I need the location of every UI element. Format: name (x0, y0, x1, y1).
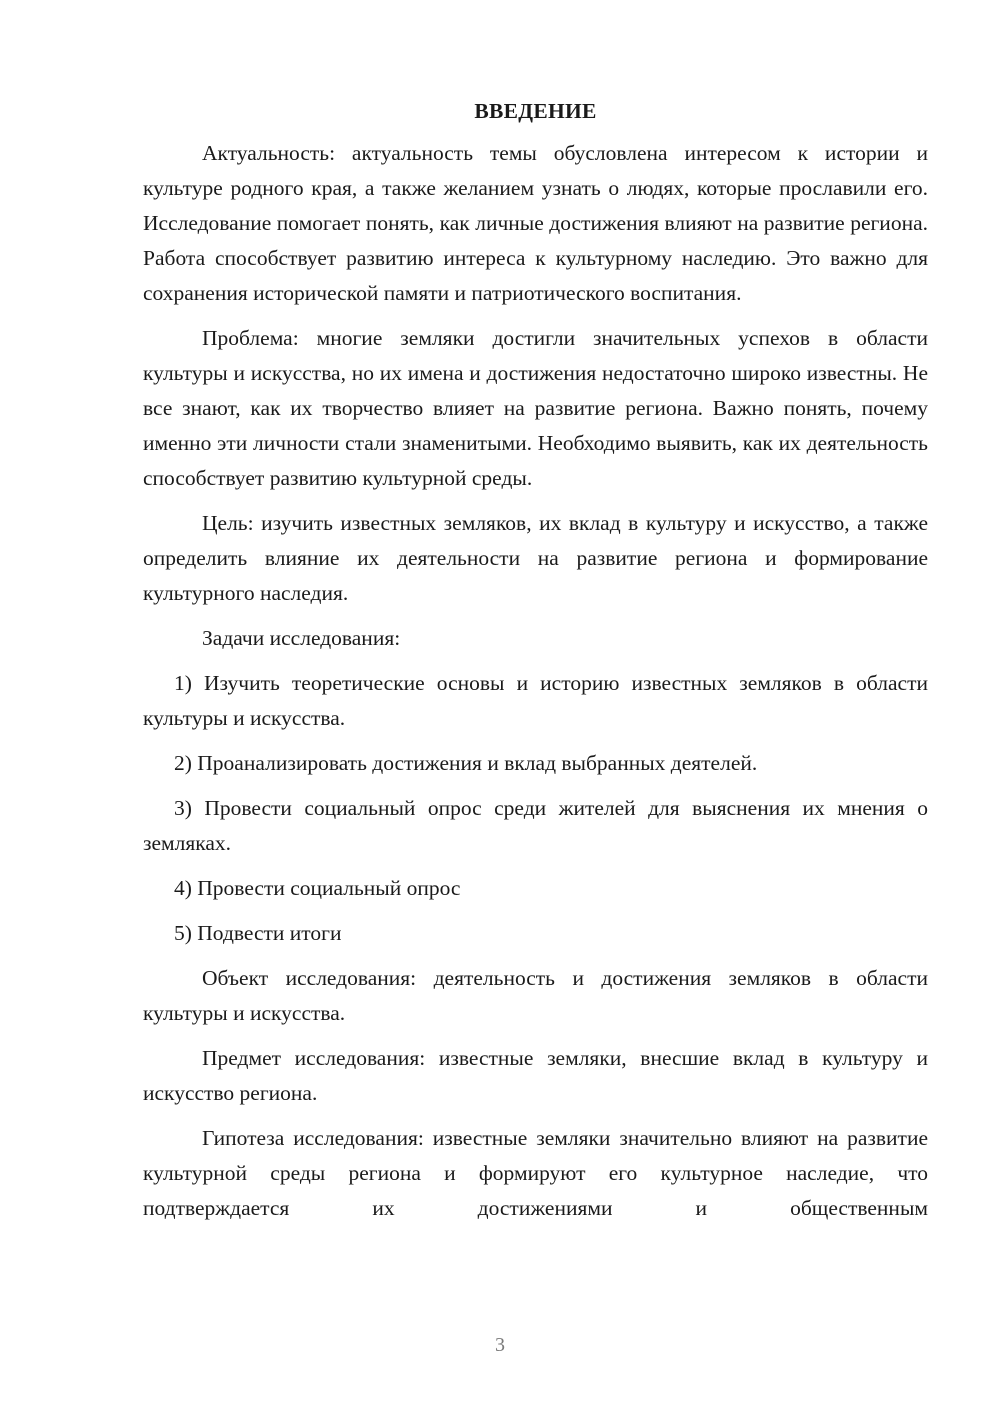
task-item: 3) Провести социальный опрос среди жителей для выяснения их мнения о земляках. (143, 796, 928, 855)
object-paragraph: Объект исследования: деятельность и достижения земляков в области культуры и искусства. (143, 966, 928, 1025)
subject-paragraph: Предмет исследования: известные земляки, внесшие вклад в культуру и искусство региона. (143, 1046, 928, 1105)
page-number: 3 (495, 1334, 505, 1356)
task-item: 2) Проанализировать достижения и вклад выбранных деятелей. (174, 751, 758, 775)
document-page (143, 96, 928, 1226)
hypothesis-paragraph: Гипотеза исследования: известные земляки значительно влияют на развитие культурной среды региона и формируют его культурное наследие, что подтверждается их достижениями и общественным (143, 1126, 928, 1220)
problem-paragraph: Проблема: многие земляки достигли значительных успехов в области культуры и искусства, но их имена и достижения недостаточно широко известны. Не все знают, как их творчество влияет на развитие региона. Важно понять, почему именно эти личности стали знаменитыми. Необходимо выявить, как их деятельность способствует развитию культурной среды. (143, 326, 928, 490)
task-item: 5) Подвести итоги (174, 921, 342, 945)
page-title: ВВЕДЕНИЕ (474, 99, 597, 123)
goal-paragraph: Цель: изучить известных земляков, их вклад в культуру и искусство, а также определить влияние их деятельности на развитие региона и формирование культурного наследия. (143, 511, 928, 605)
task-item: 1) Изучить теоретические основы и историю известных земляков в области культуры и искусства. (143, 671, 928, 730)
task-item: 4) Провести социальный опрос (174, 876, 461, 900)
tasks-heading: Задачи исследования: (202, 626, 401, 650)
relevance-paragraph: Актуальность: актуальность темы обусловлена интересом к истории и культуре родного края, а также желанием узнать о людях, которые прославили его. Исследование помогает понять, как личные достижения влияют на развитие региона. Работа способствует развитию интереса к культурному наследию. Это важно для сохранения исторической памяти и патриотического воспитания. (143, 141, 928, 305)
